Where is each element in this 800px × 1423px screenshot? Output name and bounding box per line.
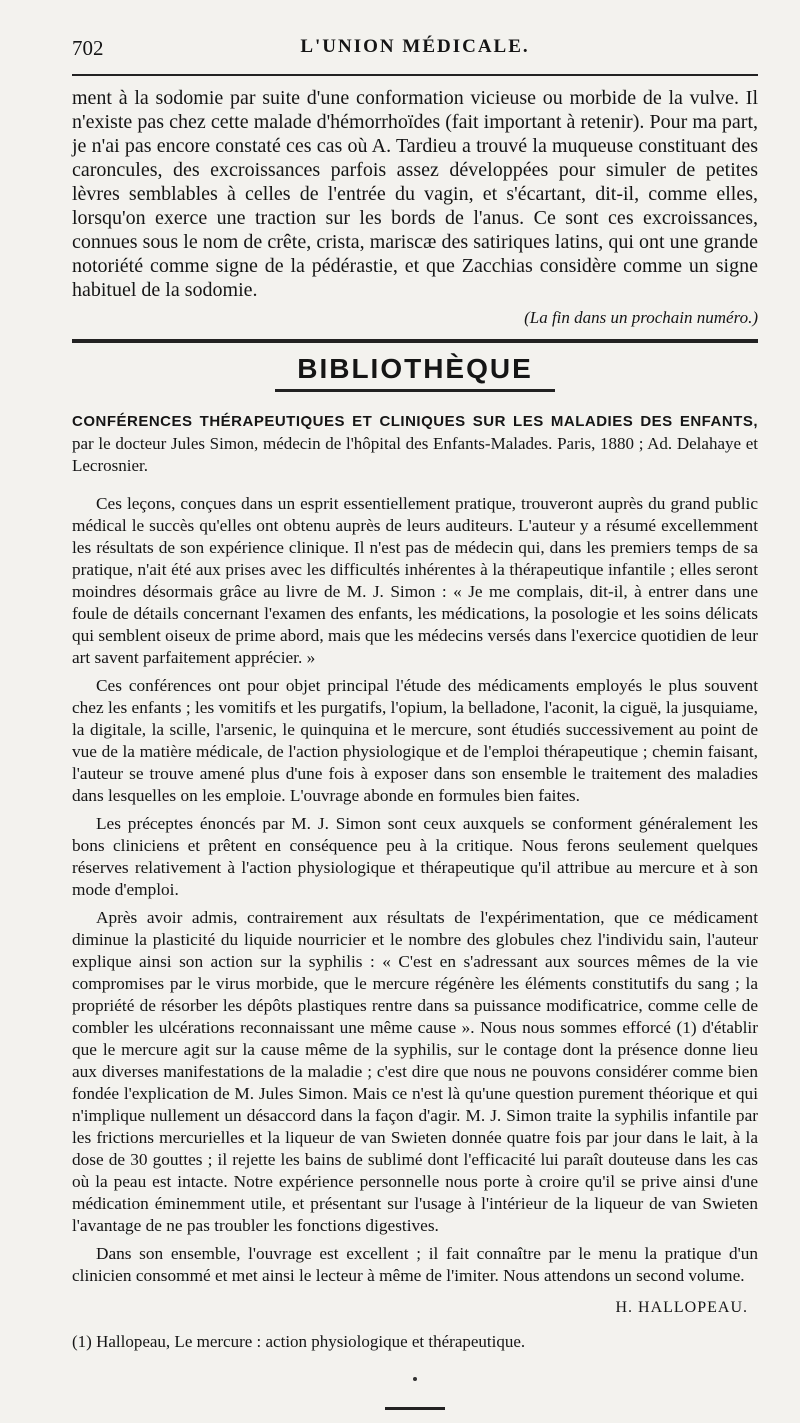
book-citation: par le docteur Jules Simon, médecin de l'hôpital des Enfants-Malades. Paris, 1880 ; Ad. Delahaye et Lecrosnier. — [72, 434, 758, 475]
section-divider — [72, 339, 758, 343]
review-paragraph: Ces leçons, conçues dans un esprit essentiellement pratique, trouveront auprès du grand public médical le succès qu'elles ont obtenu auprès de leurs auditeurs. L'auteur y a résumé excellemment les résultats de son expérience clinique. Il n'est pas de médecin qui, dans les premiers temps de sa pratique, n'ait été aux prises avec les difficultés inhérentes à la thérapeutique infantile ; elles seront moindres désormais grâce au livre de M. J. Simon : « Je me complais, dit-il, à entrer dans une foule de détails concernant l'examen des enfants, les médications, la posologie et les soins délicats qui semblent oiseux de prime abord, mais que les médecins versés dans l'exercice quotidien de leur art savent parfaitement apprécier. » — [72, 494, 758, 667]
page-number: 702 — [72, 36, 104, 60]
review-paragraph: Dans son ensemble, l'ouvrage est excellent ; il fait connaître par le menu la pratique d'un clinicien consommé et met ainsi le lecteur à même de l'imiter. Nous attendons un second volume. — [72, 1244, 758, 1285]
continued-article-text: ment à la sodomie par suite d'une conformation vicieuse ou morbide de la vulve. Il n'existe pas chez cette malade d'hémorrhoïdes (fait important à retenir). Pour ma part, je n'ai pas encore constaté ces cas où A. Tardieu a trouvé la muqueuse constituant des caroncules, des excroissances parfois assez développées pour simuler de petites lèvres semblables à celles de l'entrée du vagin, et s'écartant, dit-il, comme elles, lorsqu'on exerce une traction sur les bords de l'anus. Ce sont ces excroissances, connues sous le nom de crête, crista, mariscæ des satiriques latins, qui ont une grande notoriété comme signe de la pédérastie, et que Zacchias considère comme un signe habituel de la sodomie. — [72, 87, 758, 301]
review-paragraph: Ces conférences ont pour objet principal l'étude des médicaments employés le plus souvent chez les enfants ; les vomitifs et les purgatifs, l'opium, la belladone, l'aconit, la ciguë, la jusquiame, la digitale, la scille, l'arsenic, le quinquina et le mercure, sont étudiés successivement au point de vue de la matière médicale, de l'action physiologique et de l'emploi thérapeutique ; chemin faisant, l'auteur se trouve amené plus d'une fois à exposer dans son ensemble le traitement des maladies dans lesquelles on les emploie. L'ouvrage abonde en formules bien faites. — [72, 676, 758, 805]
end-rule — [385, 1407, 445, 1410]
review-signature: H. HALLOPEAU. — [615, 1299, 748, 1316]
page-header — [72, 36, 758, 64]
section-title-underline — [275, 389, 555, 392]
book-entry — [72, 410, 758, 477]
header-rule — [72, 74, 758, 76]
review-paragraph: Les préceptes énoncés par M. J. Simon sont ceux auxquels se conforment généralement les bons cliniciens et prêtent en conséquence peu à la critique. Nous ferons seulement quelques réserves relativement à l'action physiologique et thérapeutique qu'il attribue au mercure et à son mode d'emploi. — [72, 814, 758, 899]
running-title: L'UNION MÉDICALE. — [300, 36, 530, 57]
to-be-continued-note: (La fin dans un prochain numéro.) — [524, 308, 758, 327]
book-title: CONFÉRENCES THÉRAPEUTIQUES ET CLINIQUES SUR LES MALADIES DES ENFANTS, — [72, 413, 758, 430]
section-title: BIBLIOTHÈQUE — [297, 353, 533, 384]
ornament-dot — [413, 1377, 417, 1381]
review-body — [72, 493, 758, 1287]
review-paragraph: Après avoir admis, contrairement aux résultats de l'expérimentation, que ce médicament diminue la plasticité du liquide nourricier et le nombre des globules chez l'individu sain, l'auteur explique ainsi son action sur la syphilis : « C'est en s'adressant aux sources mêmes de la vie compromises par le virus morbide, que le mercure régénère les éléments constitutifs du sang ; la propriété de résorber les dépôts plastiques rentre dans sa puissance modificatrice, comme celle de combler les ulcérations reconnaissant une même cause ». Nous nous sommes efforcé (1) d'établir que le mercure agit sur la cause même de la syphilis, sur le contage dont la présence donne lieu aux diverses manifestations de la maladie ; c'est dire que nous ne pouvons considérer comme bien fondée l'explication de M. Jules Simon. Mais ce n'est là qu'une question purement théorique et qui n'implique nullement un désaccord dans la façon d'agir. M. J. Simon traite la syphilis infantile par les frictions mercurielles et la liqueur de van Swieten donnée quatre fois par jour dans le lait, à la dose de 30 gouttes ; il rejette les bains de sublimé dont l'efficacité lui paraît douteuse dans les cas où la peau est intacte. Notre expérience personnelle nous porte à croire qu'il se prive ainsi d'une médication éminemment utile, et présentant sur l'usage à l'intérieur de la liqueur de van Swieten l'avantage de ne pas troubler les fonctions digestives. — [72, 908, 758, 1235]
footnote: (1) Hallopeau, Le mercure : action physiologique et thérapeutique. — [72, 1332, 526, 1351]
